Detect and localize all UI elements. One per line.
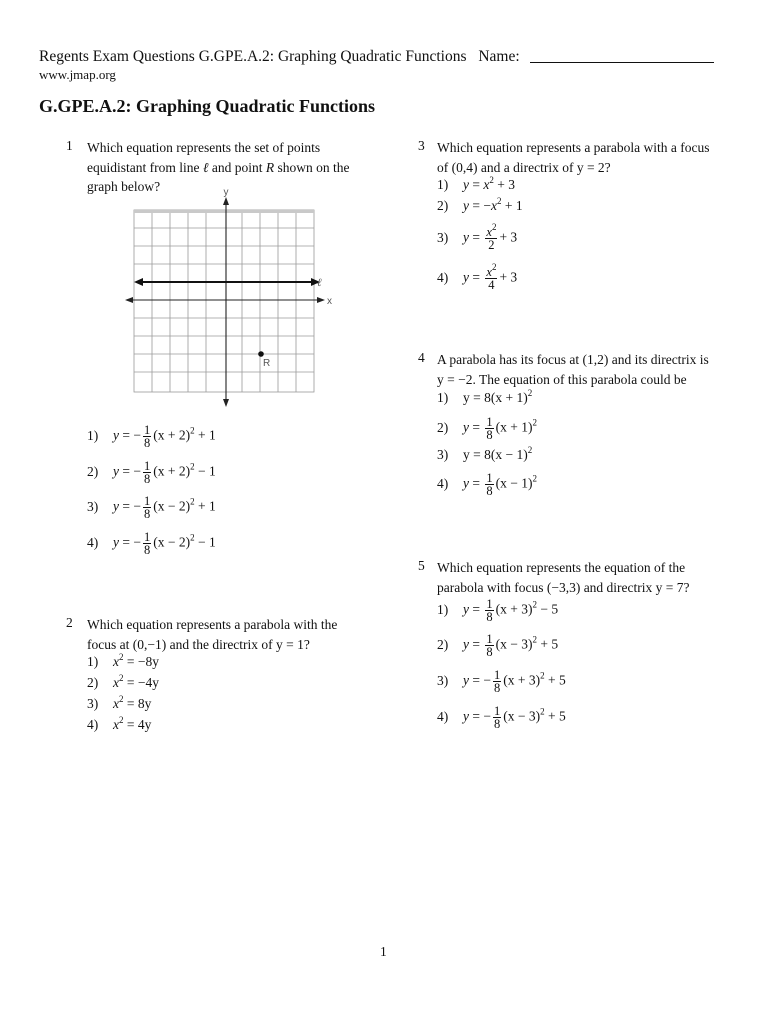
question-5-number: 5 bbox=[418, 558, 425, 573]
q1-option-3[interactable]: 3) y = − $\frac{1}{8}$ $(x - 2)^2 + 1$ bbox=[87, 494, 216, 521]
q3-option-4[interactable]: 4) y = $\frac{x^2}{4}$ + 3 bbox=[437, 262, 518, 292]
q2-option-4[interactable]: 4) $x^2 = 4y$ bbox=[87, 715, 152, 732]
q1-option-2[interactable]: 2) y = − $\frac{1}{8}$ $(x + 2)^2 - 1$ bbox=[87, 459, 216, 486]
q5-line-2: parabola with focus (−3,3) and directrix y = 7? bbox=[437, 579, 690, 595]
y-axis-label: y bbox=[223, 187, 229, 198]
q3-option-2[interactable]: 2) $y = -x^2 + 1$ bbox=[437, 196, 523, 213]
q2-option-2[interactable]: 2) $x^2 = -4y$ bbox=[87, 673, 159, 690]
question-4-number: 4 bbox=[418, 350, 425, 365]
question-3-number: 3 bbox=[418, 138, 425, 153]
q2-line-2: focus at (0,−1) and the directrix of y = 1? bbox=[87, 636, 310, 652]
q3-line-1: Which equation represents a parabola with a focus bbox=[437, 140, 710, 155]
q1-option-4[interactable]: 4) y = − $\frac{1}{8}$ $(x - 2)^2 - 1$ bbox=[87, 530, 216, 557]
question-5-text bbox=[437, 558, 690, 597]
name-field[interactable] bbox=[530, 48, 714, 63]
site-url: www.jmap.org bbox=[39, 67, 116, 82]
document-title: G.GPE.A.2: Graphing Quadratic Functions bbox=[39, 96, 376, 116]
q4-option-2[interactable]: 2) y = $\frac{1}{8}$ $(x + 1)^2$ bbox=[437, 415, 537, 442]
q2-option-3[interactable]: 3) $x^2 = 8y$ bbox=[87, 694, 152, 711]
q4-option-1[interactable]: 1) $y = 8(x + 1)^2$ bbox=[437, 388, 533, 405]
x-axis-label: x bbox=[327, 296, 332, 307]
point-r bbox=[258, 351, 264, 357]
coordinate-grid bbox=[120, 186, 340, 408]
q4-option-4[interactable]: 4) y = $\frac{1}{8}$ $(x - 1)^2$ bbox=[437, 471, 537, 498]
line-l-label: ℓ bbox=[317, 277, 322, 289]
name-label: Name: bbox=[478, 48, 520, 65]
q5-line-1: Which equation represents the equation of the bbox=[437, 560, 686, 575]
q5-option-1[interactable]: 1) y = $\frac{1}{8}$ $(x + 3)^2 - 5$ bbox=[437, 597, 559, 624]
q3-option-1[interactable]: 1) $y = x^2 + 3$ bbox=[437, 175, 515, 192]
question-2-number: 2 bbox=[66, 615, 73, 630]
point-r-label: R bbox=[263, 358, 271, 369]
q4-line-2: y = −2. The equation of this parabola could be bbox=[437, 371, 687, 387]
q2-line-1: Which equation represents a parabola with the bbox=[87, 617, 338, 632]
q3-line-2: of (0,4) and a directrix of y = 2? bbox=[437, 159, 611, 175]
page-header bbox=[39, 48, 714, 66]
q4-line-1: A parabola has its focus at (1,2) and its directrix is bbox=[437, 352, 709, 367]
q1-line-2: equidistant from line ℓ and point R shown on the bbox=[87, 159, 350, 175]
q1-graph bbox=[120, 186, 340, 408]
question-2-text bbox=[87, 615, 337, 654]
q4-option-3[interactable]: 3) $y = 8(x - 1)^2$ bbox=[437, 445, 533, 462]
q5-option-2[interactable]: 2) y = $\frac{1}{8}$ $(x - 3)^2 + 5$ bbox=[437, 632, 559, 659]
page-number: 1 bbox=[380, 944, 387, 959]
question-1-number: 1 bbox=[66, 138, 73, 153]
q1-line-3: graph below? bbox=[87, 179, 161, 194]
header-title: Regents Exam Questions G.GPE.A.2: Graphing Quadratic Functions bbox=[39, 48, 467, 65]
question-4-text bbox=[437, 350, 709, 389]
q3-option-3[interactable]: 3) y = $\frac{x^2}{2}$ + 3 bbox=[437, 222, 518, 252]
question-3-text bbox=[437, 138, 710, 177]
q1-line-1: Which equation represents the set of points bbox=[87, 140, 321, 155]
q2-option-1[interactable]: 1) $x^2 = -8y$ bbox=[87, 652, 159, 669]
q5-option-4[interactable]: 4) y = − $\frac{1}{8}$ $(x - 3)^2 + 5$ bbox=[437, 704, 566, 731]
q5-option-3[interactable]: 3) y = − $\frac{1}{8}$ $(x + 3)^2 + 5$ bbox=[437, 668, 566, 695]
q1-option-1[interactable]: 1) y = − $\frac{1}{8}$ $(x + 2)^2 + 1$ bbox=[87, 423, 216, 450]
